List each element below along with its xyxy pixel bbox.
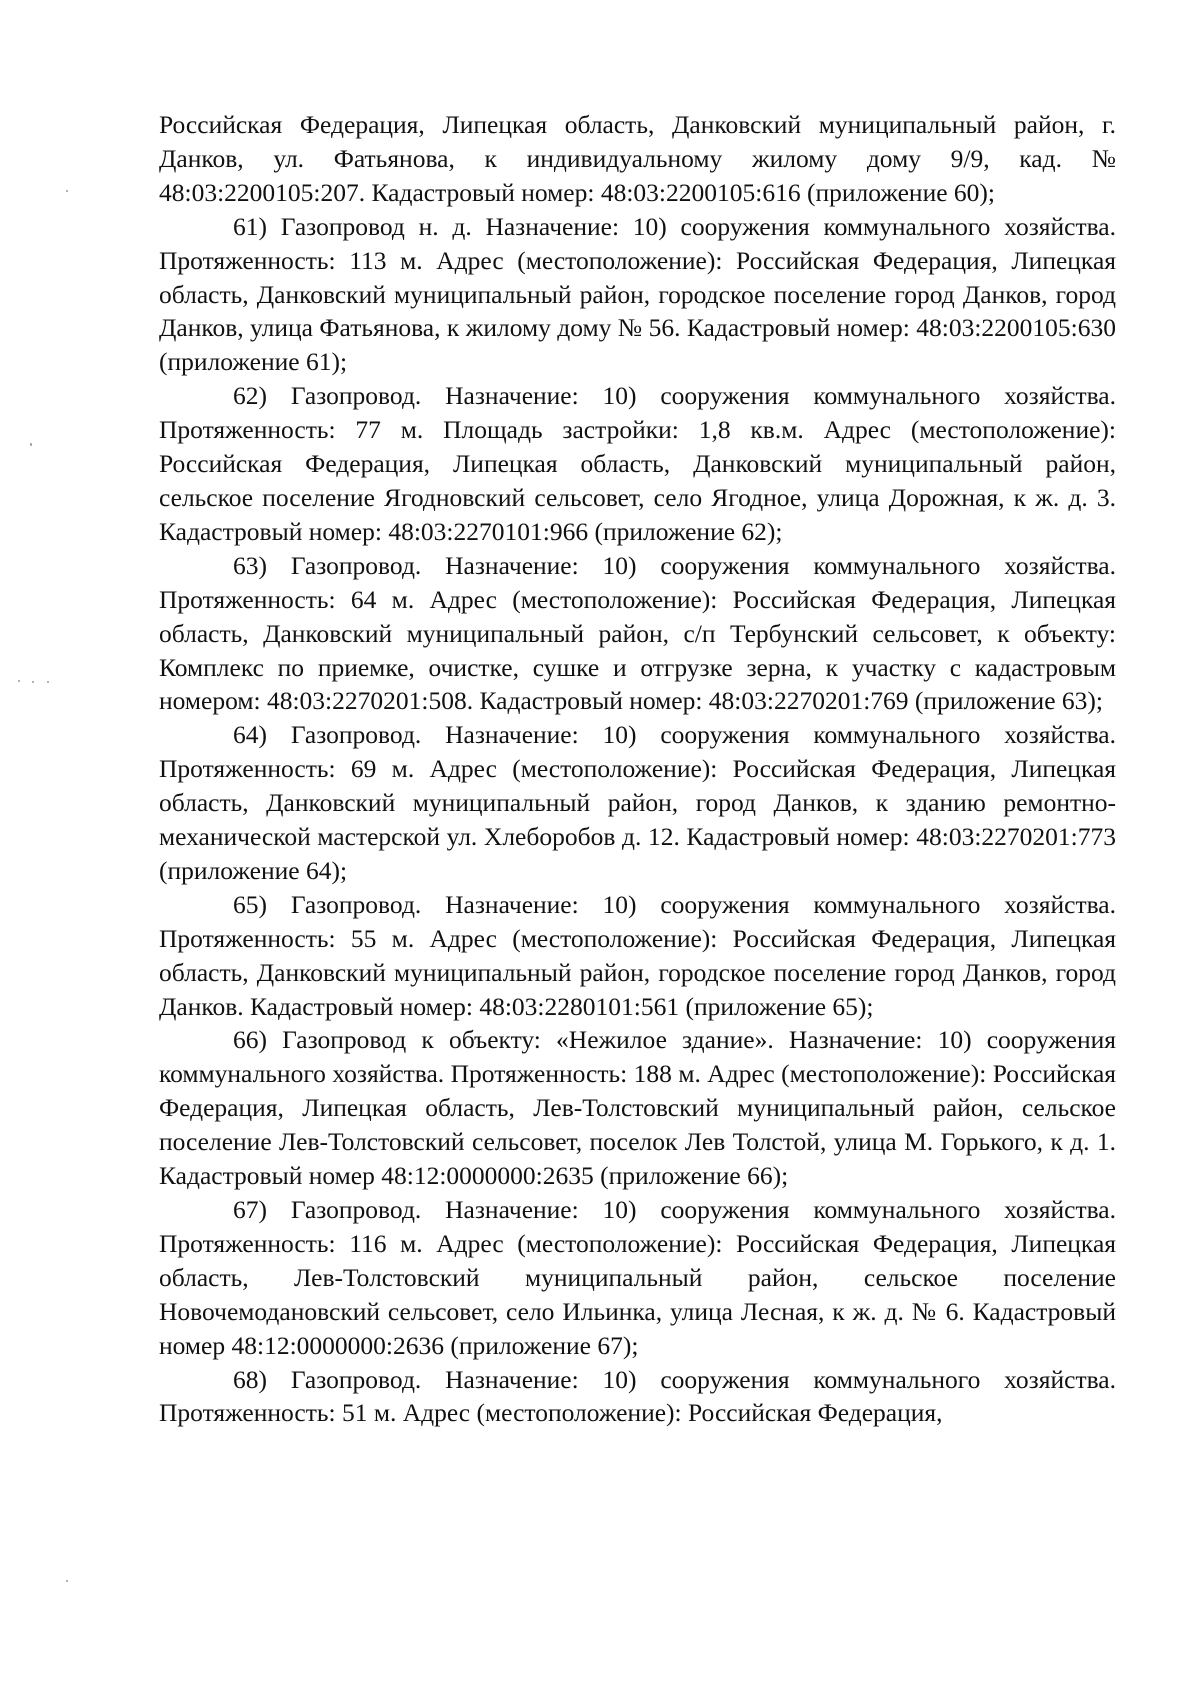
scan-speck xyxy=(47,681,49,683)
paragraph-continuation: Российская Федерация, Липецкая область, Данковский муниципальный район, г. Данков, ул. Фатьянова, к индивидуальному жилому дому 9/9, кад. № 48:03:2200105:207. Кадастровый номер: 48:03:2200105:616 (приложение 60); xyxy=(159,110,1116,207)
scan-speck xyxy=(32,681,34,683)
paragraph-item-63: 63) Газопровод. Назначение: 10) сооружения коммунального хозяйства. Протяженность: 64 м. Адрес (местоположение): Российская Федерация, Липецкая область, Данковский муниципальный район, с/п Тербунский сельсовет, к объекту: Комплекс по приемке, очистке, сушке и отгрузке зерна, к участку с кадастровым номером: 48:03:2270201:508. Кадастровый номер: 48:03:2270201:769 (приложение 63); xyxy=(159,550,1116,716)
document-body xyxy=(159,108,1116,1430)
scan-speck xyxy=(30,443,32,446)
paragraph-item-65: 65) Газопровод. Назначение: 10) сооружения коммунального хозяйства. Протяженность: 55 м. Адрес (местоположение): Российская Федерация, Липецкая область, Данковский муниципальный район, городское поселение город Данков, город Данков. Кадастровый номер: 48:03:2280101:561 (приложение 65); xyxy=(159,889,1116,1021)
paragraph-item-67: 67) Газопровод. Назначение: 10) сооружения коммунального хозяйства. Протяженность: 116 м. Адрес (местоположение): Российская Федерация, Липецкая область, Лев-Толстовский муниципальный район, сельское поселение Новочемодановский сельсовет, село Ильинка, улица Лесная, к ж. д. № 6. Кадастровый номер 48:12:0000000:2636 (приложение 67); xyxy=(159,1195,1116,1360)
paragraph-item-66: 66) Газопровод к объекту: «Нежилое здание». Назначение: 10) сооружения коммунального хозяйства. Протяженность: 188 м. Адрес (местоположение): Российская Федерация, Липецкая область, Лев-Толстовский муниципальный район, сельское поселение Лев-Толстовский сельсовет, поселок Лев Толстой, улица М. Горького, к д. 1. Кадастровый номер 48:12:0000000:2635 (приложение 66); xyxy=(159,1025,1116,1191)
scan-speck xyxy=(66,190,68,192)
paragraph-item-68: 68) Газопровод. Назначение: 10) сооружения коммунального хозяйства. Протяженность: 51 м. Адрес (местоположение): Российская Федерация, xyxy=(159,1364,1116,1428)
scan-speck xyxy=(66,1580,68,1582)
paragraph-item-64: 64) Газопровод. Назначение: 10) сооружения коммунального хозяйства. Протяженность: 69 м. Адрес (местоположение): Российская Федерация, Липецкая область, Данковский муниципальный район, город Данков, к зданию ремонтно-механической мастерской ул. Хлеборобов д. 12. Кадастровый номер: 48:03:2270201:773 (приложение 64); xyxy=(159,720,1116,885)
paragraph-item-61: 61) Газопровод н. д. Назначение: 10) сооружения коммунального хозяйства. Протяженность: 113 м. Адрес (местоположение): Российская Федерация, Липецкая область, Данковский муниципальный район, городское поселение город Данков, город Данков, улица Фатьянова, к жилому дому № 56. Кадастровый номер: 48:03:2200105:630 (приложение 61); xyxy=(159,211,1116,377)
scan-speck xyxy=(18,680,20,682)
paragraph-item-62: 62) Газопровод. Назначение: 10) сооружения коммунального хозяйства. Протяженность: 77 м. Площадь застройки: 1,8 кв.м. Адрес (местоположение): Российская Федерация, Липецкая область, Данковский муниципальный район, сельское поселение Ягодновский сельсовет, село Ягодное, улица Дорожная, к ж. д. 3. Кадастровый номер: 48:03:2270101:966 (приложение 62); xyxy=(159,381,1116,546)
